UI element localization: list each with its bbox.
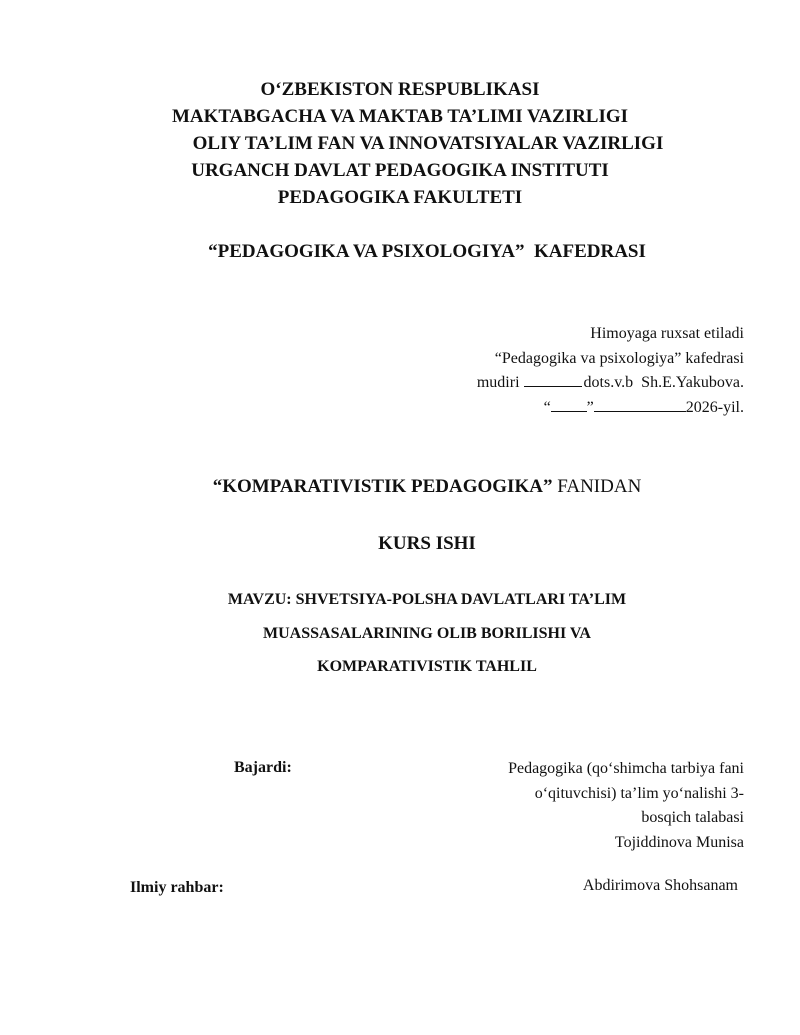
- approval-line-head: [477, 371, 744, 396]
- work-type: KURS ISHI: [378, 533, 476, 554]
- header-line-country: O‘ZBEKISTON RESPUBLIKASI: [260, 79, 540, 100]
- approval-line-permission: Himoyaga ruxsat etiladi: [590, 325, 744, 342]
- advisor-name: Abdirimova Shohsanam: [582, 877, 738, 894]
- performer-program-line-2: o‘qituvchisi) ta’lim yo‘nalishi 3-: [534, 784, 744, 802]
- performer-label: Bajardi:: [234, 759, 292, 776]
- approval-head-prefix: mudiri: [476, 374, 520, 391]
- topic-block: [0, 583, 800, 684]
- subject-title: [0, 476, 800, 498]
- date-close-quote: ”: [586, 398, 594, 416]
- performer-program-line-1: Pedagogika (qo‘shimcha tarbiya fani: [508, 760, 744, 777]
- approval-head-name: dots.v.b Sh.E.Yakubova.: [583, 374, 744, 391]
- approval-line-date: [477, 396, 744, 421]
- day-blank: [551, 399, 587, 412]
- performer-name: Tojiddinova Munisa: [614, 833, 744, 851]
- institution-header: [0, 76, 800, 211]
- header-line-faculty: PEDAGOGIKA FAKULTETI: [277, 187, 523, 208]
- approval-block: [477, 322, 744, 420]
- header-line-institute: URGANCH DAVLAT PEDAGOGIKA INSTITUTI: [191, 160, 609, 181]
- month-blank: [594, 399, 686, 412]
- topic-line-3: KOMPARATIVISTIK TAHLIL: [317, 658, 537, 675]
- signature-blank: [524, 374, 582, 387]
- advisor-label: Ilmiy rahbar:: [130, 879, 224, 896]
- subject-name: “KOMPARATIVISTIK PEDAGOGIKA”: [212, 476, 553, 497]
- date-open-quote: “: [543, 398, 551, 416]
- performer-info: [508, 757, 744, 855]
- approval-line-department: “Pedagogika va psixologiya” kafedrasi: [494, 349, 744, 367]
- topic-line-2: MUASSASALARINING OLIB BORILISHI VA: [263, 624, 591, 642]
- subject-suffix: FANIDAN: [557, 476, 642, 497]
- performer-course-line: bosqich talabasi: [641, 809, 744, 826]
- header-line-ministry-higher: OLIY TA’LIM FAN VA INNOVATSIYALAR VAZIRLIGI: [192, 133, 664, 154]
- department-name: “PEDAGOGIKA VA PSIXOLOGIYA” KAFEDRASI: [208, 241, 646, 262]
- header-line-ministry-preschool: MAKTABGACHA VA MAKTAB TA’LIMI VAZIRLIGI: [171, 106, 629, 127]
- topic-line-1: MAVZU: SHVETSIYA-POLSHA DAVLATLARI TA’LIM: [227, 591, 627, 608]
- date-year: 2026-yil.: [685, 398, 744, 416]
